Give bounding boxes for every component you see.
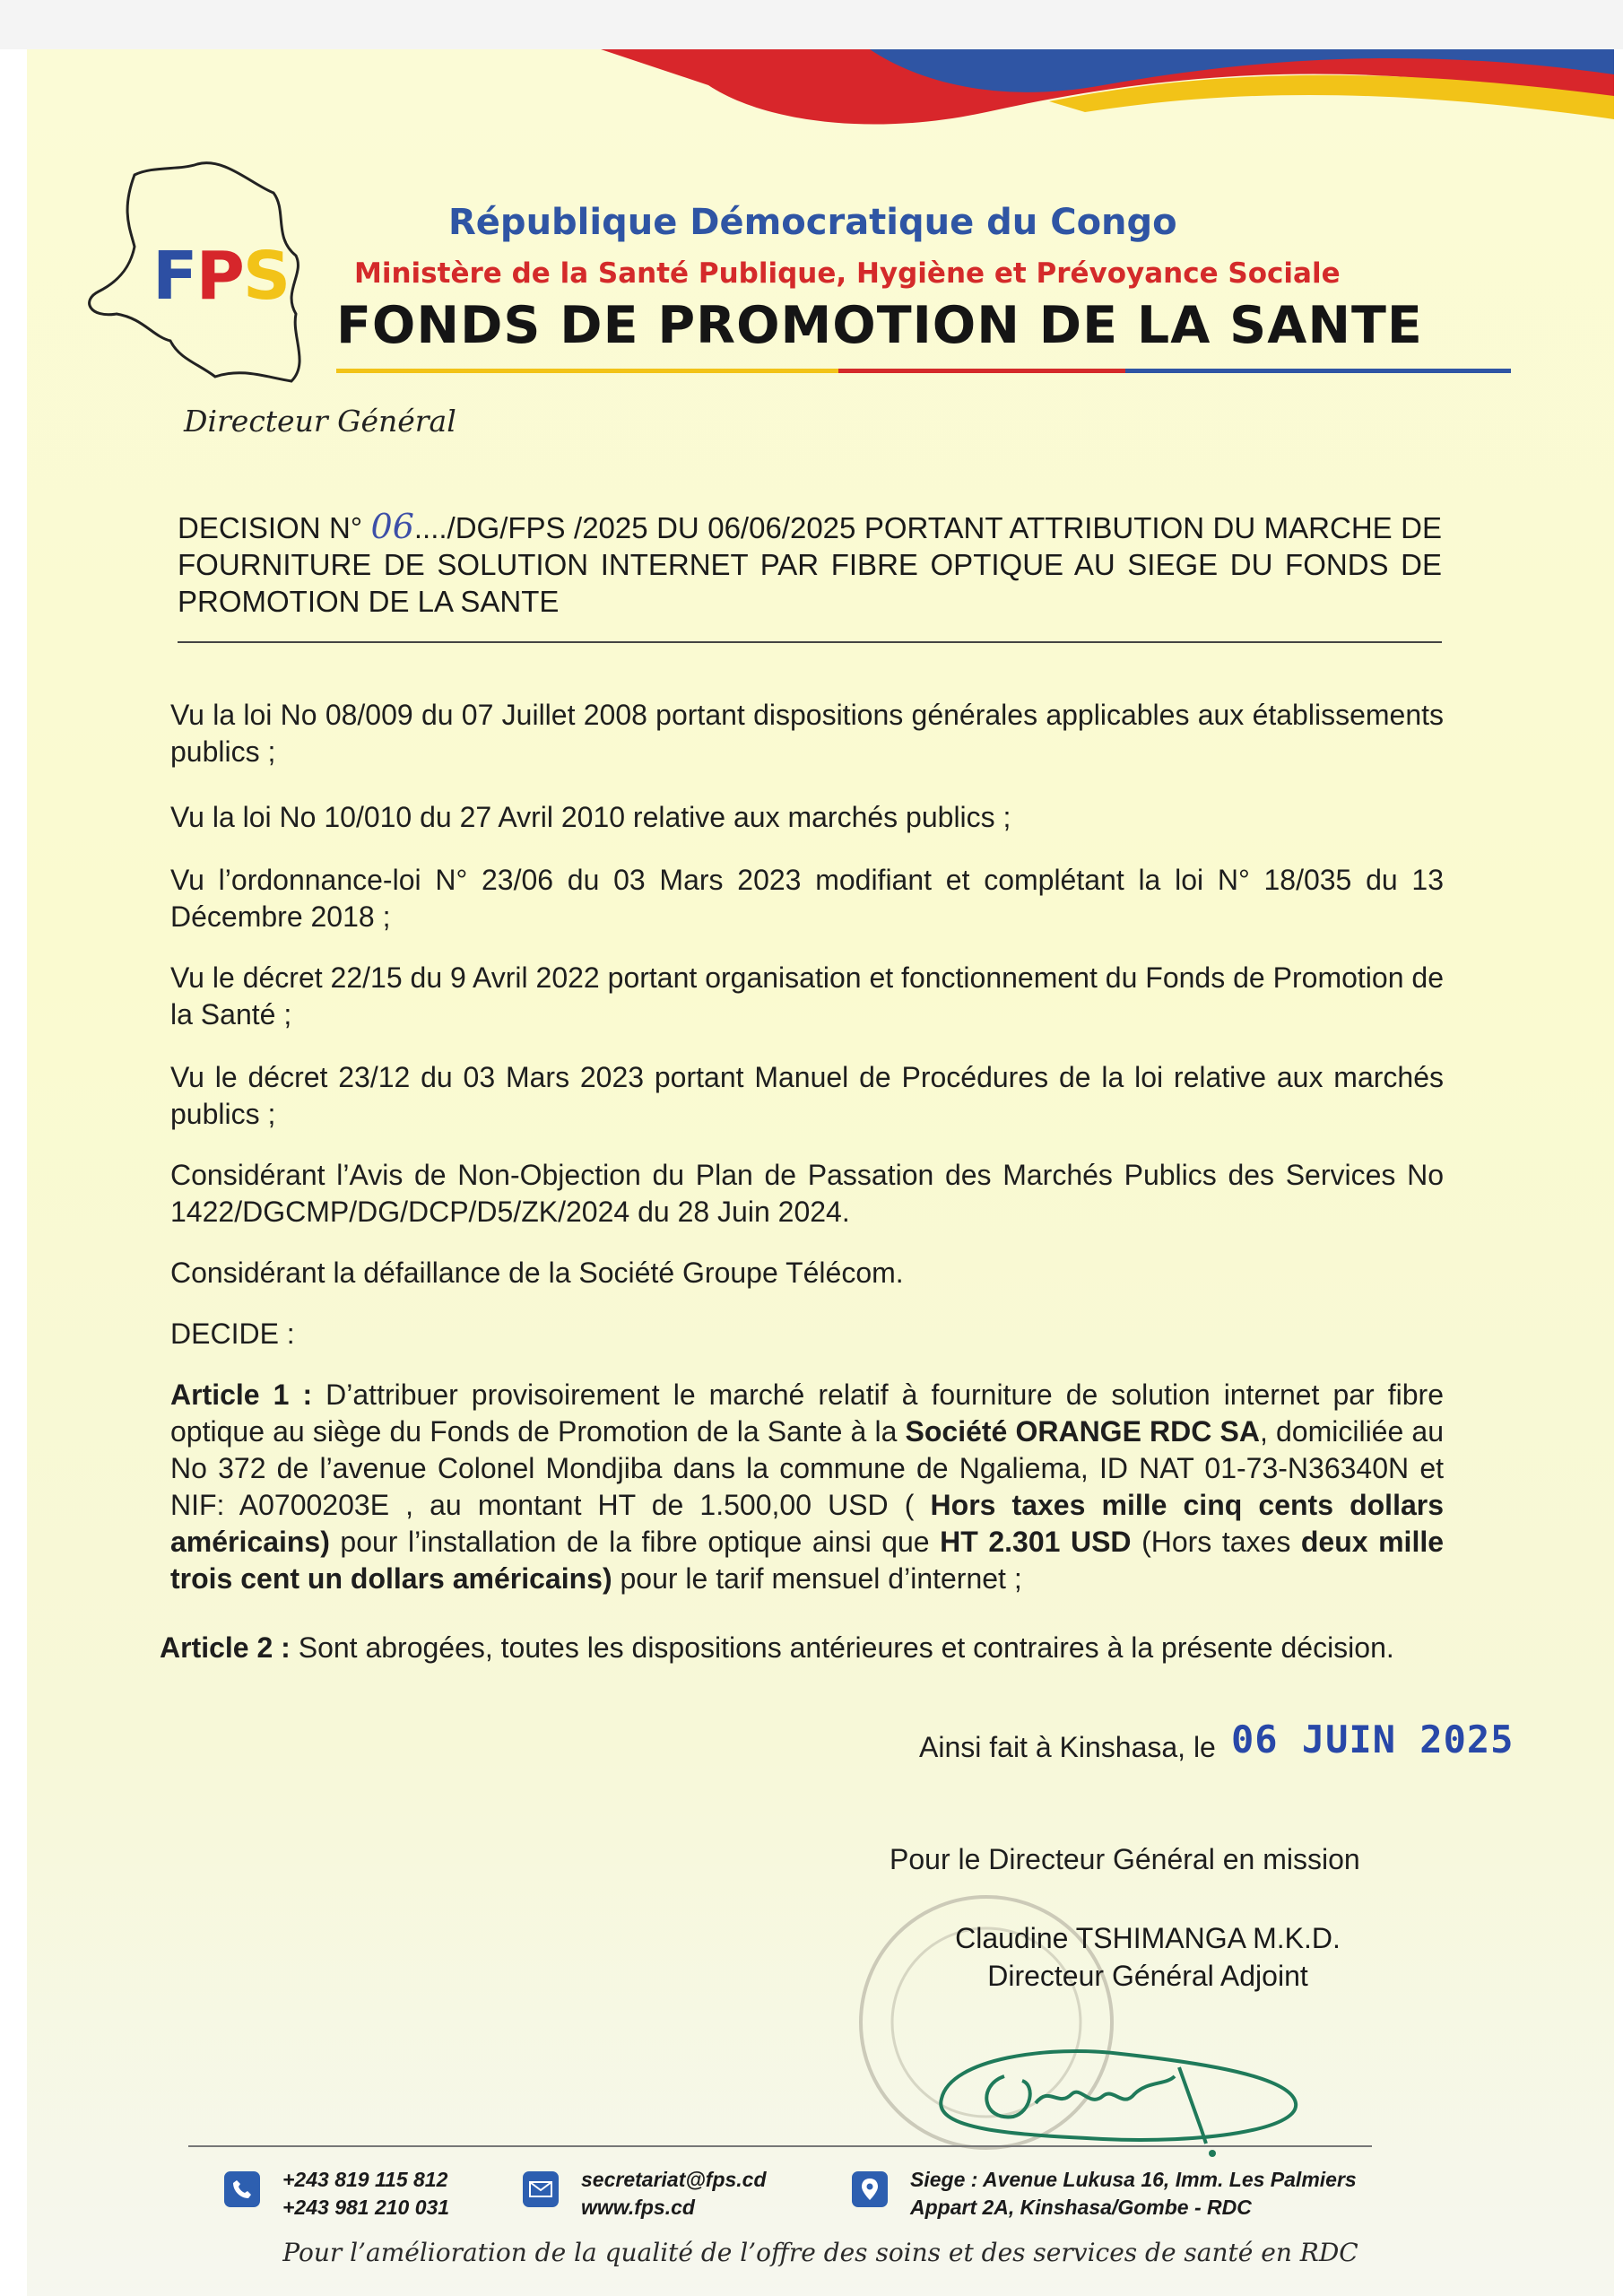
header-tricolor-rule — [336, 369, 1511, 373]
article-2-text: Sont abrogées, toutes les dispositions antérieures et contraires à la présente décision. — [290, 1631, 1394, 1664]
decision-number: 06 — [370, 507, 414, 546]
footer-rule — [188, 2145, 1372, 2147]
article-2-label: Article 2 : — [160, 1631, 291, 1664]
footer-contact — [523, 2166, 767, 2222]
address-line-2: Appart 2A, Kinshasa/Gombe - RDC — [910, 2196, 1252, 2219]
article-1 — [170, 1377, 1444, 1597]
place-date-label: Ainsi fait à Kinshasa, le — [919, 1731, 1216, 1763]
article-1-bold-amount-1: Hors taxes mille cinq cents dollars américains) — [170, 1489, 1445, 1558]
decide-label: DECIDE : — [170, 1318, 295, 1350]
article-1-text-4: (Hors taxes — [1131, 1526, 1301, 1558]
footer-address — [852, 2166, 1357, 2222]
header-republic: République Démocratique du Congo — [448, 202, 1177, 243]
header-ministry: Ministère de la Santé Publique, Hygiène et Prévoyance Sociale — [354, 257, 1341, 290]
consideration-3: Vu l’ordonnance-loi N° 23/06 du 03 Mars 2023 modifiant et complétant la loi N° 18/035 du 13 Décembre 2018 ; — [170, 864, 1444, 933]
phone-2: +243 981 210 031 — [282, 2196, 450, 2219]
signer-title: Directeur Général Adjoint — [987, 1960, 1308, 1992]
document-page — [27, 49, 1614, 2296]
decision-prefix: DECISION N° — [178, 511, 363, 544]
fps-logo — [81, 157, 350, 390]
article-1-text-1: D’attribuer provisoirement le marché relatif à fourniture de solution internet par fibre optique au siège du Fonds de Promotion de la Sante à la — [170, 1378, 1445, 1448]
article-1-bold-company: Société ORANGE RDC SA — [905, 1415, 1260, 1448]
directeur-general-label: Directeur Général — [184, 404, 456, 439]
handwritten-signature — [879, 1951, 1345, 2184]
consideration-7: Considérant la défaillance de la Société Groupe Télécom. — [170, 1257, 904, 1289]
header-color-banner — [601, 49, 1614, 130]
consideration-6: Considérant l’Avis de Non-Objection du Plan de Passation des Marchés Publics des Services No 1422/DGCMP/DG/DCP/D5/ZK/2024 du 28 Juin 2024. — [170, 1159, 1444, 1228]
address-line-1: Siege : Avenue Lukusa 16, Imm. Les Palmiers — [910, 2168, 1357, 2191]
header-fonds-title: FONDS DE PROMOTION DE LA SANTE — [336, 296, 1423, 355]
footer-phone — [224, 2166, 449, 2222]
consideration-2: Vu la loi No 10/010 du 27 Avril 2010 relative aux marchés publics ; — [170, 801, 1011, 833]
article-1-text-2: , domiciliée au No 372 de l’avenue Colonel Mondjiba dans la commune de Ngaliema, ID NAT 01-73-N36340N et NIF: A0700203E , au montant HT de 1.500,00 USD ( — [170, 1415, 1445, 1521]
decision-rest: ..../DG/FPS /2025 DU 06/06/2025 PORTANT ATTRIBUTION DU MARCHE DE FOURNITURE DE SOLUTION INTERNET PAR FIBRE OPTIQUE AU SIEGE DU FONDS DE PROMOTION DE LA SANTE — [178, 511, 1443, 618]
phone-icon — [224, 2171, 260, 2207]
article-2 — [160, 1630, 1433, 1666]
footer-tagline: Pour l’amélioration de la qualité de l’offre des soins et des services de santé en RDC — [282, 2238, 1358, 2267]
consideration-4: Vu le décret 22/15 du 9 Avril 2022 portant organisation et fonctionnement du Fonds de Promotion de la Santé ; — [170, 961, 1444, 1031]
pour-directeur-label: Pour le Directeur Général en mission — [890, 1843, 1360, 1875]
consideration-1: Vu la loi No 08/009 du 07 Juillet 2008 portant dispositions générales applicables aux établissements publics ; — [170, 699, 1444, 768]
article-1-text-3: pour l’installation de la fibre optique ainsi que — [329, 1526, 941, 1558]
article-1-label: Article 1 : — [170, 1378, 313, 1411]
phone-1: +243 819 115 812 — [282, 2168, 448, 2191]
logo-text: FPS — [152, 238, 290, 315]
footer-email: secretariat@fps.cd — [581, 2168, 767, 2191]
article-1-bold-amount-2: HT 2.301 USD — [940, 1526, 1132, 1558]
article-1-bold-amount-words: deux mille trois cent un dollars américains) — [170, 1526, 1445, 1595]
location-pin-icon — [852, 2171, 888, 2207]
mail-icon — [523, 2171, 559, 2207]
consideration-5: Vu le décret 23/12 du 03 Mars 2023 portant Manuel de Procédures de la loi relative aux marchés publics ; — [170, 1061, 1444, 1130]
signer-name: Claudine TSHIMANGA M.K.D. — [955, 1922, 1341, 1954]
stamped-date: 06 JUIN 2025 — [1231, 1718, 1515, 1761]
footer-website: www.fps.cd — [581, 2196, 695, 2219]
scan-top-margin — [0, 0, 1623, 49]
decision-title — [178, 509, 1442, 620]
decision-underline — [178, 641, 1442, 643]
article-1-text-5: pour le tarif mensuel d’internet ; — [612, 1562, 1022, 1595]
